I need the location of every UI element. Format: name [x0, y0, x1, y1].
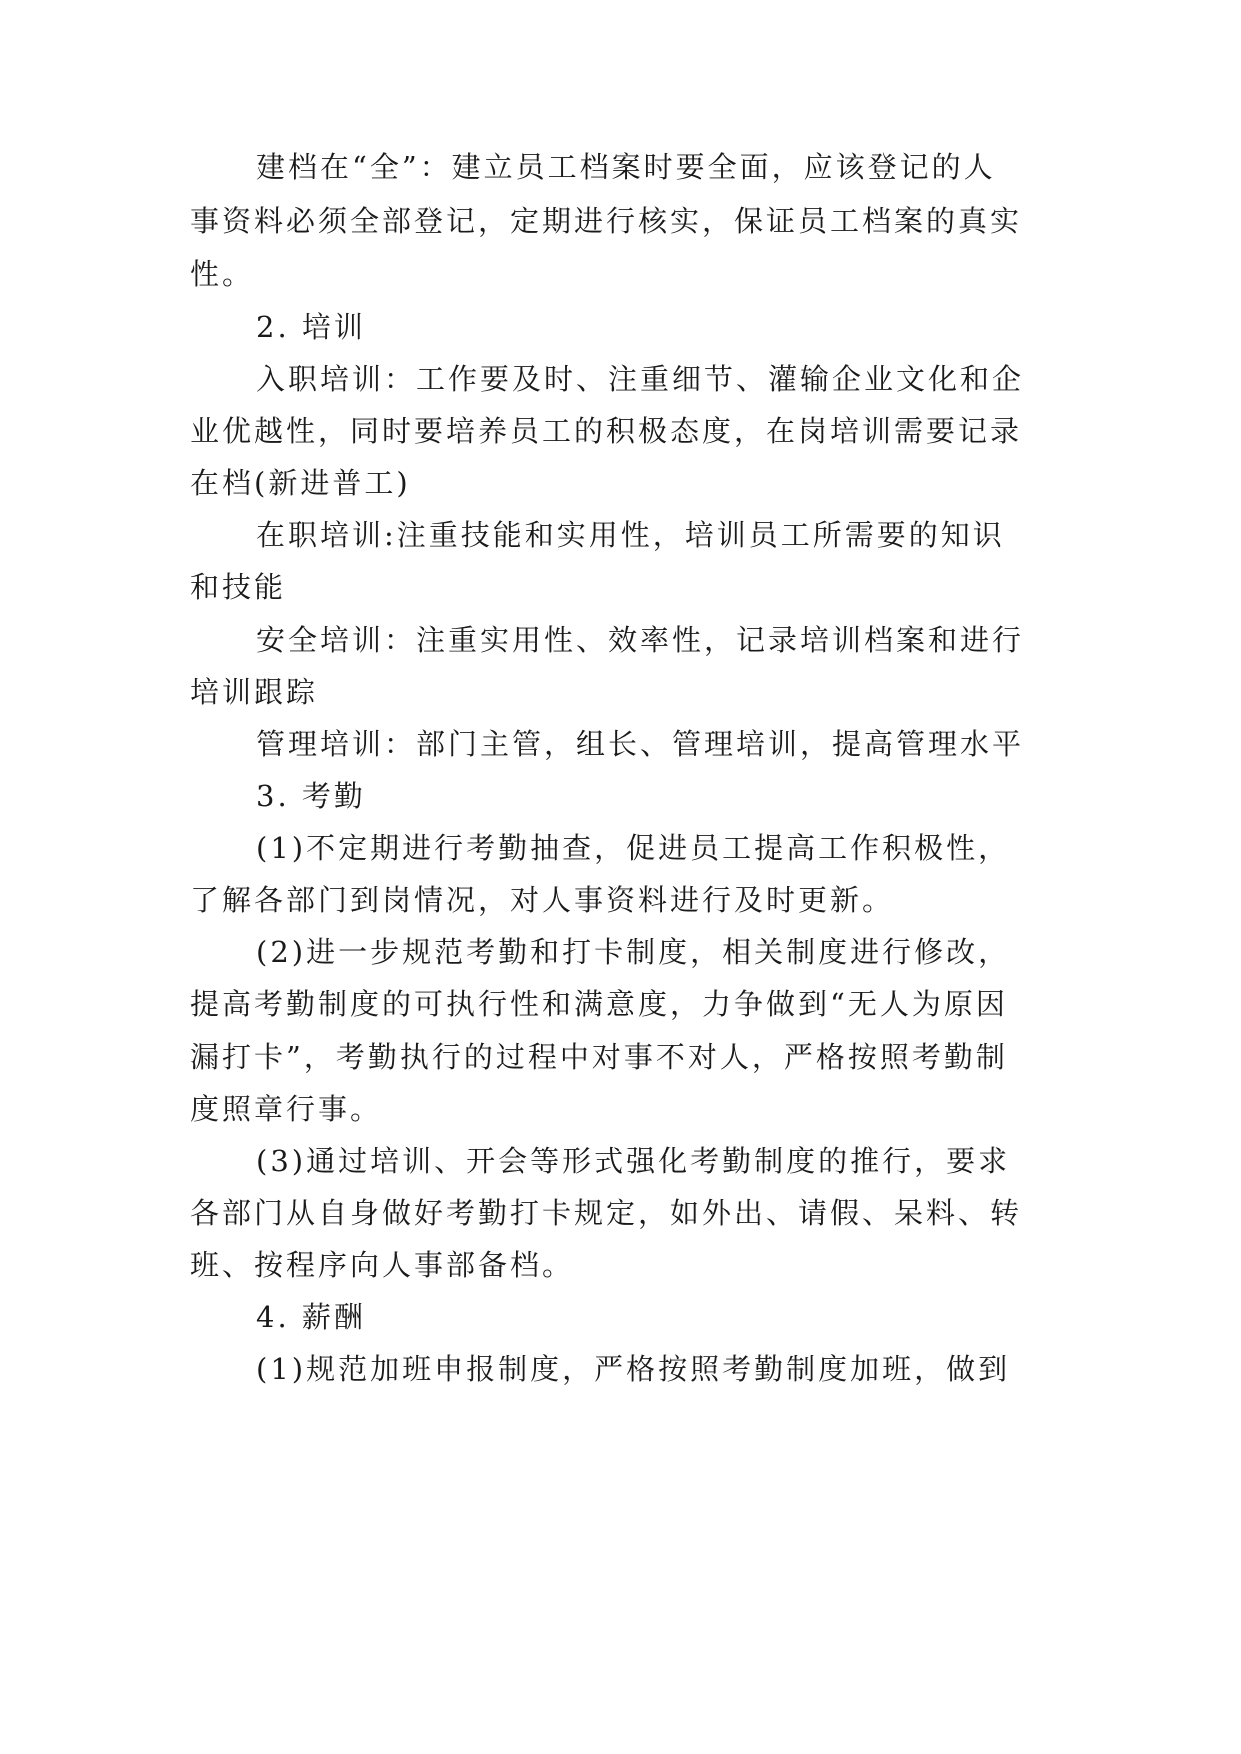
paragraph-archiving-line: 事资料必须全部登记，定期进行核实，保证员工档案的真实: [190, 204, 1023, 238]
paragraph-safety-training-line: 培训跟踪: [190, 675, 319, 709]
section-heading-training: 2. 培训: [256, 310, 366, 344]
paragraph-attendance-2-line: 漏打卡”，考勤执行的过程中对事不对人，严格按照考勤制: [190, 1040, 1008, 1074]
paragraph-attendance-3-line: 班、按程序向人事部备档。: [190, 1248, 575, 1282]
section-heading-attendance: 3. 考勤: [256, 779, 366, 813]
paragraph-attendance-2-line: (2)进一步规范考勤和打卡制度，相关制度进行修改，: [256, 935, 1011, 969]
paragraph-archiving-line: 建档在“全”：建立员工档案时要全面，应该登记的人: [256, 150, 996, 184]
paragraph-onboarding-training-line: 业优越性，同时要培养员工的积极态度，在岗培训需要记录: [190, 414, 1023, 448]
paragraph-attendance-3-line: (3)通过培训、开会等形式强化考勤制度的推行，要求: [256, 1144, 1011, 1178]
paragraph-attendance-1-line: 了解各部门到岗情况，对人事资料进行及时更新。: [190, 883, 895, 917]
paragraph-attendance-1-line: (1)不定期进行考勤抽查，促进员工提高工作积极性，: [256, 831, 1011, 865]
paragraph-attendance-2-line: 度照章行事。: [190, 1092, 383, 1126]
paragraph-onboarding-training-line: 入职培训：工作要及时、注重细节、灌输企业文化和企: [256, 362, 1025, 396]
paragraph-archiving-line: 性。: [190, 257, 255, 291]
paragraph-compensation-1-line: (1)规范加班申报制度，严格按照考勤制度加班，做到: [256, 1352, 1011, 1386]
paragraph-onjob-training-line: 和技能: [190, 570, 287, 604]
paragraph-onboarding-training-line: 在档(新进普工): [190, 466, 411, 500]
paragraph-attendance-2-line: 提高考勤制度的可执行性和满意度，力争做到“无人为原因: [190, 987, 1008, 1021]
paragraph-safety-training-line: 安全培训：注重实用性、效率性，记录培训档案和进行: [256, 623, 1025, 657]
paragraph-attendance-3-line: 各部门从自身做好考勤打卡规定，如外出、请假、呆料、转: [190, 1196, 1023, 1230]
section-heading-compensation: 4. 薪酬: [256, 1300, 366, 1334]
paragraph-management-training-line: 管理培训：部门主管，组长、管理培训，提高管理水平: [256, 727, 1025, 761]
paragraph-onjob-training-line: 在职培训:注重技能和实用性，培训员工所需要的知识: [256, 518, 1005, 552]
